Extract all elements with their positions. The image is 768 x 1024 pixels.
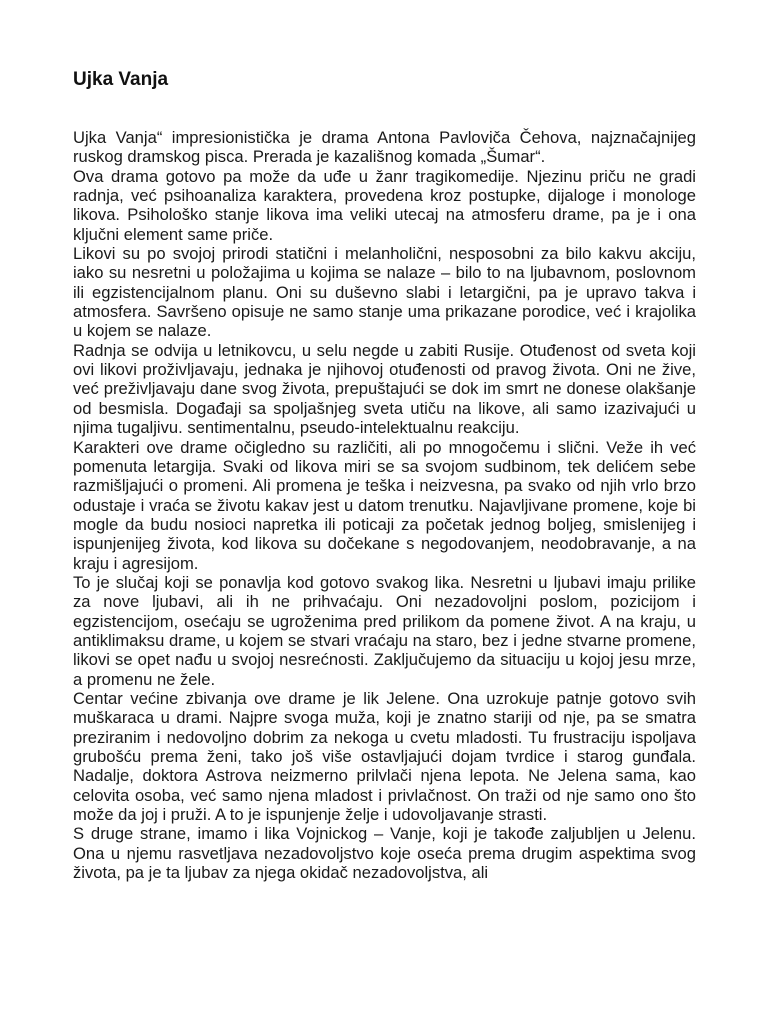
paragraph: Radnja se odvija u letnikovcu, u selu negde u zabiti Rusije. Otuđenost od sveta koji ovi likovi proživljavaju, jednaka je njihovoj otuđenosti od pravog života. Oni ne žive, već preživljavaju dane svog života, prepuštajući se dok im smrt ne donese olakšanje od besmisla. Događaji sa spoljašnjeg sveta utiču na likove, ali samo izazivajući u njima tugaljivu. sentimentalnu, pseudo-intelektualnu reakciju. xyxy=(73,340,696,438)
paragraph: S druge strane, imamo i lika Vojnickog – Vanje, koji je takođe zaljubljen u Jelenu. Ona u njemu rasvetljava nezadovoljstvo koje oseća prema drugim aspektima svog života, pa je ta ljubav za njega okidač nezadovoljstva, ali xyxy=(73,824,696,883)
paragraph: Ujka Vanja“ impresionistička je drama Antona Pavloviča Čehova, najznačajnijeg ruskog dramskog pisca. Prerada je kazališnog komada „Šumar“. xyxy=(73,128,696,167)
paragraph: Likovi su po svojoj prirodi statični i melanholični, nesposobni za bilo kakvu akciju, iako su nesretni u položajima u kojima se nalaze – bilo to na ljubavnom, poslovnom ili egzistencijalnom planu. Oni su duševno slabi i letargični, pa je upravo takva i atmosfera. Savršeno opisuje ne samo stanje uma prikazane porodice, već i krajolika u kojem se nalaze. xyxy=(73,244,696,341)
paragraph: Karakteri ove drame očigledno su različiti, ali po mnogočemu i slični. Veže ih već pomenuta letargija. Svaki od likova miri se sa svojom sudbinom, tek delićem sebe razmišljajući o promeni. Ali promena je teška i neizvesna, pa svako od njih vrlo brzo odustaje i vraća se životu kakav jest u datom trenutku. Najavljivane promene, koje bi mogle da budu nosioci napretka ili poticaji za početak jednog boljeg, smislenijeg i ispunjenijeg života, kod likova su dočekane s negodovanjem, neodobravanje, a na kraju i agresijom. xyxy=(73,437,696,573)
paragraph: Ova drama gotovo pa može da uđe u žanr tragikomedije. Njezinu priču ne gradi radnja, već psihoanaliza karaktera, provedena kroz postupke, dijaloge i monologe likova. Psihološko stanje likova ima veliki utecaj na atmosferu drame, pa je i ona ključni element same priče. xyxy=(73,166,696,244)
paragraph: To je slučaj koji se ponavlja kod gotovo svakog lika. Nesretni u ljubavi imaju prilike za nove ljubavi, ali ih ne prihvaćaju. Oni nezadovoljni poslom, pozicijom i egzistencijom, osećaju se ugroženima pred prilikom da pomene život. A na kraju, u antiklimaksu drame, u kojem se stvari vraćaju na staro, bez i jedne stvarne promene, likovi se opet nađu u svojoj nesrećnosti. Zaključujemo da situaciju u kojoj jesu mrze, a promenu ne žele. xyxy=(73,572,696,689)
document-title: Ujka Vanja xyxy=(73,69,169,90)
document-body xyxy=(73,128,696,882)
paragraph: Centar većine zbivanja ove drame je lik Jelene. Ona uzrokuje patnje gotovo svih muškaraca u drami. Najpre svoga muža, koji je znatno stariji od nje, pa se smatra preziranim i nedovoljno dobrim za nekoga u cvetu mladosti. Tu frustraciju ispoljava grubošću prema ženi, tako još više ostavljajući dojam tvrdice i starog gunđala. Nadalje, doktora Astrova neizmerno prilvlači njena lepota. Ne Jelena sama, kao celovita osoba, već samo njena mladost i privlačnost. On traži od nje samo ono što može da joj i pruži. A to je ispunjenje želje i udovoljavanje strasti. xyxy=(73,688,696,825)
